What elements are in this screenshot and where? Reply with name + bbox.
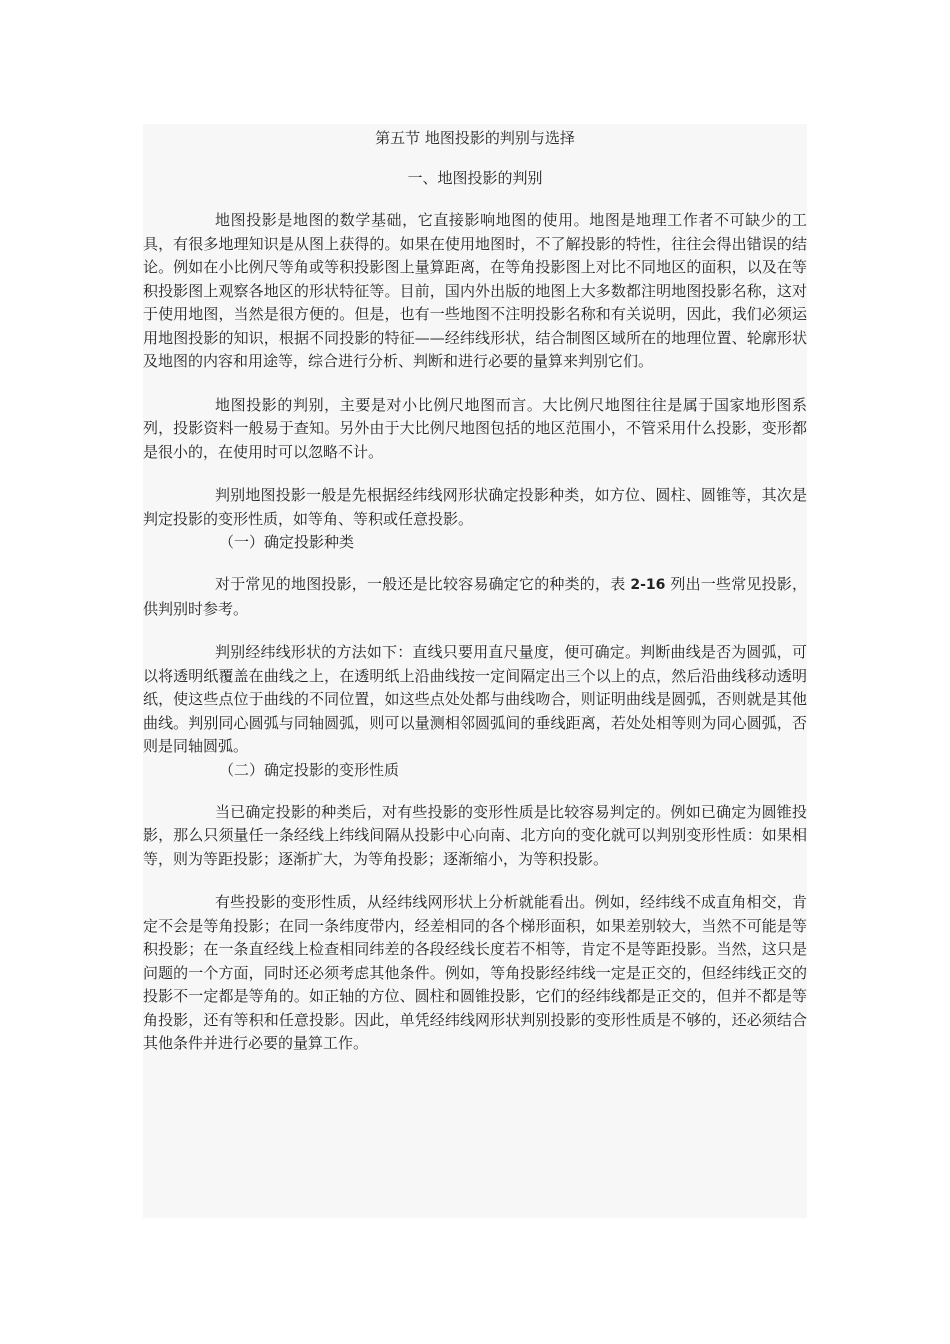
part-title: 一、地图投影的判别 [407,169,543,187]
paragraph-4-text-a: 对于常见的地图投影，一般还是比较容易确定它的种类的，表 [215,575,631,593]
paragraph-1: 地图投影是地图的数学基础，它直接影响地图的使用。地图是地理工作者不可缺少的工具，有很多地理知识是从图上获得的。如果在使用地图时，不了解投影的特性，往往会得出错误的结论。例如在小比例尺等角或等积投影图上量算距离，在等角投影图上对比不同地区的面积，以及在等积投影图上观察各地区的形状特征等。目前，国内外出版的地图上大多数都注明地图投影名称，这对于使用地图，当然是很方便的。但是，也有一些地图不注明投影名称和有关说明，因此，我们必须运用地图投影的知识，根据不同投影的特征——经纬线形状，结合制图区域所在的地理位置、轮廓形状及地图的内容和用途等，综合进行分析、判断和进行必要的量算来判别它们。 [143,211,807,370]
paragraph-5: 判别经纬线形状的方法如下：直线只要用直尺量度，便可确定。判断曲线是否为圆弧，可以将透明纸覆盖在曲线之上，在透明纸上沿曲线按一定间隔定出三个以上的点，然后沿曲线移动透明纸，使这些点位于曲线的不同位置，如这些点处处都与曲线吻合，则证明曲线是圆弧，否则就是其他曲线。判别同心圆弧与同轴圆弧，则可以量测相邻圆弧间的垂线距离，若处处相等则为同心圆弧，否则是同轴圆弧。 [143,643,807,755]
document-body [143,124,807,1218]
paragraph-4-text-b: 列出一些常见投影，供判别时参考。 [143,575,807,618]
subheading-1: （一）确定投影种类 [219,533,355,551]
paragraph-4 [143,573,807,621]
paragraph-2: 地图投影的判别，主要是对小比例尺地图而言。大比例尺地图往往是属于国家地形图系列，投影资料一般易于查知。另外由于大比例尺地图包括的地区范围小，不管采用什么投影，变形都是很小的，在使用时可以忽略不计。 [143,395,807,461]
table-reference: 2-16 [630,577,666,593]
subheading-2: （二）确定投影的变形性质 [219,760,400,779]
paragraph-3: 判别地图投影一般是先根据经纬线网形状确定投影种类，如方位、圆柱、圆锥等，其次是判定投影的变形性质，如等角、等积或任意投影。 [143,486,807,528]
paragraph-6: 当已确定投影的种类后，对有些投影的变形性质是比较容易判定的。例如已确定为圆锥投影，那么只须量任一条经线上纬线间隔从投影中心向南、北方向的变化就可以判别变形性质：如果相等，则为等距投影；逐渐扩大，为等角投影；逐渐缩小，为等积投影。 [143,802,807,868]
paragraph-7: 有些投影的变形性质，从经纬线网形状上分析就能看出。例如，经纬线不成直角相交，肯定不会是等角投影；在同一条纬度带内，经差相同的各个梯形面积，如果差别较大，当然不可能是等积投影；在一条直经线上检查相同纬差的各段经线长度若不相等，肯定不是等距投影。当然，这只是问题的一个方面，同时还必须考虑其他条件。例如，等角投影经纬线一定是正交的，但经纬线正交的投影不一定都是等角的。如正轴的方位、圆柱和圆锥投影，它们的经纬线都是正交的，但并不都是等角投影，还有等积和任意投影。因此，单凭经纬线网形状判别投影的变形性质是不够的，还必须结合其他条件并进行必要的量算工作。 [143,893,807,1052]
section-title: 第五节 地图投影的判别与选择 [375,129,575,147]
